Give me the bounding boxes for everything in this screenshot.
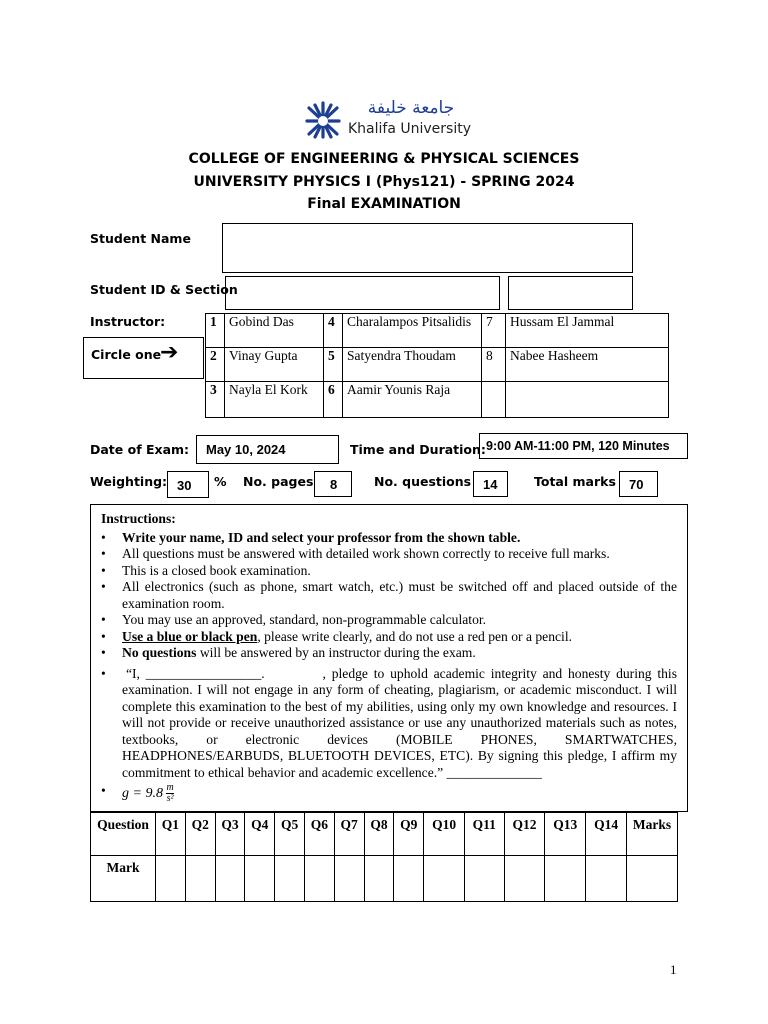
bullet-icon: • (101, 665, 106, 681)
exam-title: Final EXAMINATION (307, 196, 461, 212)
instructor-num[interactable]: 5 (324, 348, 343, 382)
page-number: 1 (670, 962, 677, 977)
mark-cell[interactable] (464, 856, 504, 902)
noq-instruction-bold: No questions (122, 645, 197, 660)
mark-cell[interactable] (586, 856, 627, 902)
circle-one-box (83, 337, 204, 379)
marks-row-label: Mark (91, 856, 156, 902)
pledge-text: , pledge to uphold academic integrity and honesty during this examination. I will not engage in any form of cheating, plagiarism, or academic misconduct. I will complete this examination to the best of my abilities, using only my own knowledge and resources. I will not provide or receive unauthorized assistance or use any unauthorized materials such as notes, textbooks, or electronic devices (MOBILE PHONES, SMARTWATCHES, HEADPHONES/EARBUDS, BLUETOOTH DEVICES, ETC). By signing this pledge, I affirm my commitment to ethical behavior and academic excellence.” (122, 665, 681, 780)
pages-value: 8 (330, 477, 338, 492)
mark-cell[interactable] (504, 856, 545, 902)
instructor-num[interactable]: 6 (324, 382, 343, 418)
instructor-row (206, 348, 669, 382)
questions-box (473, 471, 508, 497)
list-item (101, 645, 677, 662)
instructor-name[interactable]: Vinay Gupta (225, 348, 324, 382)
pen-instruction-text: , please write clearly, and do not use a red pen or a pencil. (257, 628, 572, 644)
instructor-num[interactable]: 2 (206, 348, 225, 382)
mark-cell[interactable] (334, 856, 364, 902)
student-name-label: Student Name (90, 231, 191, 246)
list-item (101, 579, 677, 612)
marks-header-cell: Q9 (394, 813, 424, 856)
noq-instruction-text: will be answered by an instructor during the exam. (196, 645, 476, 660)
total-marks-box (619, 471, 658, 497)
questions-label: No. questions (374, 474, 472, 489)
marks-header-cell: Q2 (185, 813, 215, 856)
logo-arabic-name: جامعة خليفة (367, 98, 455, 118)
instruction-text: Write your name, ID and select your professor from the shown table. (122, 529, 521, 545)
list-item (101, 546, 677, 563)
gravity-item (101, 783, 677, 804)
student-id-field[interactable] (225, 276, 500, 310)
marks-header-cell: Q1 (156, 813, 186, 856)
list-item (101, 612, 677, 629)
time-value: 9:00 AM-11:00 PM, 120 Minutes (486, 439, 670, 453)
bullet-icon: • (101, 783, 106, 798)
course-title: UNIVERSITY PHYSICS I (Phys121) - SPRING 2024 (193, 174, 575, 190)
weighting-box (167, 471, 209, 498)
instructor-num[interactable]: 8 (482, 348, 506, 382)
list-item (101, 530, 677, 547)
instructor-name[interactable]: Satyendra Thoudam (343, 348, 482, 382)
mark-cell[interactable] (545, 856, 586, 902)
bullet-icon: • (101, 529, 106, 545)
date-box (196, 435, 339, 464)
instruction-text: This is a closed book examination. (122, 562, 311, 578)
marks-header-cell: Q8 (364, 813, 394, 856)
marks-header-cell: Q11 (464, 813, 504, 856)
instructor-name[interactable]: Nayla El Kork (225, 382, 324, 418)
total-marks-label: Total marks (534, 474, 616, 489)
pledge-item (101, 665, 681, 782)
instruction-text: All questions must be answered with detailed work shown correctly to receive full marks. (122, 546, 610, 561)
instruction-text: You may use an approved, standard, non-programmable calculator. (122, 612, 487, 627)
total-marks-value: 70 (629, 477, 644, 492)
arrow-right-icon: ➔ (160, 340, 179, 365)
logo-english-name: Khalifa University (348, 121, 471, 137)
pledge-name-blank[interactable]: _________________. (145, 665, 265, 681)
instructor-num[interactable]: 1 (206, 314, 225, 348)
pledge-open: “I, (126, 665, 146, 681)
marks-header-cell: Marks (627, 813, 678, 856)
pen-instruction-bold: Use a blue or black pen (122, 628, 258, 644)
instructions-list (101, 529, 681, 805)
instructor-label: Instructor: (90, 314, 166, 329)
questions-value: 14 (483, 477, 498, 492)
instructor-name[interactable]: Gobind Das (225, 314, 324, 348)
mark-cell[interactable] (245, 856, 275, 902)
circle-one-label: Circle one (91, 347, 162, 362)
university-logo (304, 100, 474, 142)
percent-sign: % (214, 474, 227, 489)
instructor-row (206, 314, 669, 348)
instructor-num[interactable]: 7 (482, 314, 506, 348)
marks-header-cell: Q6 (304, 813, 334, 856)
instructor-num[interactable]: 4 (324, 314, 343, 348)
mark-cell[interactable] (185, 856, 215, 902)
instructions-box (90, 504, 688, 812)
marks-table (90, 812, 678, 902)
bullet-icon: • (101, 645, 106, 660)
bullet-icon: • (101, 579, 106, 594)
time-box (479, 433, 688, 459)
date-label: Date of Exam: (90, 442, 190, 457)
mark-cell[interactable] (394, 856, 424, 902)
list-item (101, 629, 677, 646)
mark-cell[interactable] (156, 856, 186, 902)
marks-header-cell: Q4 (245, 813, 275, 856)
weighting-value: 30 (177, 478, 192, 493)
gravity-value (122, 782, 174, 804)
instruction-text: All electronics (such as phone, smart watch, etc.) must be switched off and placed outside of the examination room. (122, 579, 677, 611)
mark-cell[interactable] (304, 856, 334, 902)
date-value: May 10, 2024 (206, 442, 286, 457)
marks-header-cell: Q14 (586, 813, 627, 856)
mark-cell[interactable] (275, 856, 305, 902)
mark-cell[interactable] (424, 856, 465, 902)
list-item (101, 563, 677, 580)
pages-box (314, 471, 352, 497)
student-name-field[interactable] (222, 223, 633, 273)
marks-header-cell: Q13 (545, 813, 586, 856)
marks-header-row (91, 813, 678, 856)
mark-cell[interactable] (364, 856, 394, 902)
pledge-signature-blank[interactable]: ______________ (446, 764, 542, 780)
instructor-table (205, 313, 669, 418)
instructor-name[interactable]: Nabee Hasheem (506, 348, 669, 382)
marks-header-cell: Q5 (275, 813, 305, 856)
mark-cell[interactable] (627, 856, 678, 902)
bullet-icon: • (101, 612, 106, 627)
instructions-title: Instructions: (101, 511, 176, 526)
instructor-row (206, 382, 669, 418)
marks-header-cell: Q12 (504, 813, 545, 856)
marks-header-cell: Q10 (424, 813, 465, 856)
instructor-num (482, 382, 506, 418)
student-id-label: Student ID & Section (90, 282, 238, 297)
marks-header-cell: Question (91, 813, 156, 856)
instructor-name[interactable]: Charalampos Pitsalidis (343, 314, 482, 348)
mark-cell[interactable] (215, 856, 245, 902)
gravity-unit-num: m (166, 782, 174, 793)
instructor-name[interactable]: Hussam El Jammal (506, 314, 669, 348)
khalifa-emblem-icon (304, 100, 342, 140)
gravity-unit-den: s² (166, 793, 174, 804)
bullet-icon: • (101, 628, 106, 644)
section-field[interactable] (508, 276, 633, 310)
marks-header-cell: Q3 (215, 813, 245, 856)
marks-header-cell: Q7 (334, 813, 364, 856)
instructor-name[interactable]: Aamir Younis Raja (343, 382, 482, 418)
pages-label: No. pages (243, 474, 314, 489)
bullet-icon: • (101, 562, 106, 578)
bullet-icon: • (101, 546, 106, 561)
marks-row (91, 856, 678, 902)
instructor-name (506, 382, 669, 418)
college-title: COLLEGE OF ENGINEERING & PHYSICAL SCIENCES (188, 151, 580, 167)
instructor-num[interactable]: 3 (206, 382, 225, 418)
gravity-lhs: g = 9.8 (122, 785, 163, 801)
time-label: Time and Duration: (350, 442, 486, 457)
weighting-label: Weighting: (90, 474, 168, 489)
